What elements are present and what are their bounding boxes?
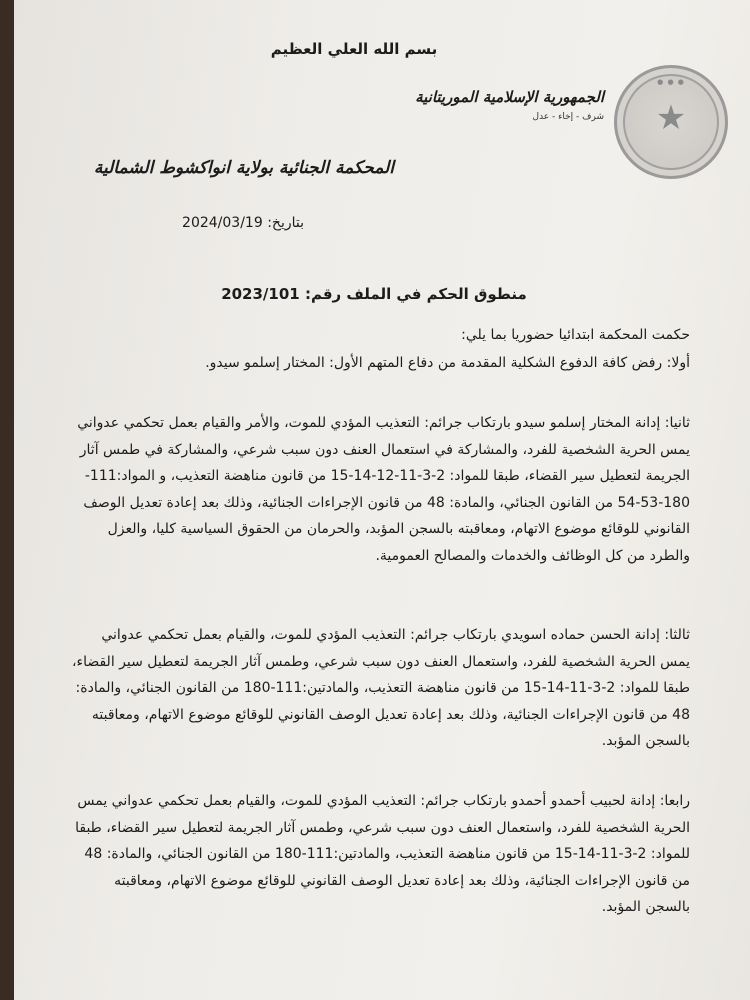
document-page	[14, 0, 750, 1000]
republic-name: الجمهورية الإسلامية الموريتانية	[415, 88, 604, 106]
verdict-date: بتاريخ: 2024/03/19	[182, 215, 304, 231]
court-name: المحكمة الجنائية بولاية انواكشوط الشمالية	[93, 158, 394, 178]
bismillah-heading: بسم الله العلي العظيم	[270, 40, 438, 58]
verdict-intro: حكمت المحكمة ابتدائيا حضوريا بما يلي:	[461, 327, 690, 343]
verdict-paragraph-1: أولا: رفض كافة الدفوع الشكلية المقدمة من دفاع المتهم الأول: المختار إسلمو سيدو.	[205, 355, 690, 371]
verdict-paragraph-2: ثانيا: إدانة المختار إسلمو سيدو بارتكاب جرائم: التعذيب المؤدي للموت، والأمر والقيام بعمل تحكمي عدواني يمس الحرية الشخصية للفرد، والمشاركة في استعمال العنف دون سبب شرعي، والمشاركة في طمس آثار الجريمة لتعطيل سير القضاء، طبقا للمواد: 2-3-11-12-14-15 من قانون مناهضة التعذيب، و المواد:111-180-53-54 من القانون الجنائي، والمادة: 48 من قانون الإجراءات الجنائية، وذلك بعد إعادة تعديل الوصف القانوني للوقائع موضوع الاتهام، ومعاقبته بالسجن المؤبد، والحرمان من الحقوق السياسية كليا، والعزل والطرد من كل الوظائف والخدمات والمصالح العمومية.	[77, 415, 690, 564]
case-title: منطوق الحكم في الملف رقم: 2023/101	[221, 285, 527, 303]
state-seal-icon: ● ● ● ★	[614, 65, 728, 179]
republic-motto: شرف - إخاء - عدل	[532, 112, 604, 122]
verdict-paragraph-4: رابعا: إدانة لحبيب أحمدو أحمدو بارتكاب جرائم: التعذيب المؤدي للموت، والقيام بعمل تحكمي عدواني يمس الحرية الشخصية للفرد، واستعمال العنف دون سبب شرعي، وطمس آثار الجريمة لتعطيل سير القضاء، طبقا للمواد: 2-3-11-14-15 من قانون مناهضة التعذيب، والمادتين:111-180 من القانون الجنائي، والمادة: 48 من قانون الإجراءات الجنائية، وذلك بعد إعادة تعديل الوصف القانوني للوقائع موضوع الاتهام، ومعاقبته بالسجن المؤبد.	[75, 793, 690, 915]
verdict-paragraph-3: ثالثا: إدانة الحسن حماده اسويدي بارتكاب جرائم: التعذيب المؤدي للموت، والقيام بعمل تحكمي عدواني يمس الحرية الشخصية للفرد، واستعمال العنف دون سبب شرعي، وطمس آثار الجريمة لتعطيل سير القضاء، طبقا للمواد: 2-3-11-14-15 من قانون مناهضة التعذيب، والمادتين:111-180 من القانون الجنائي، والمادة: 48 من قانون الإجراءات الجنائية، وذلك بعد إعادة تعديل الوصف القانوني للوقائع موضوع الاتهام، ومعاقبته بالسجن المؤبد.	[71, 627, 690, 749]
